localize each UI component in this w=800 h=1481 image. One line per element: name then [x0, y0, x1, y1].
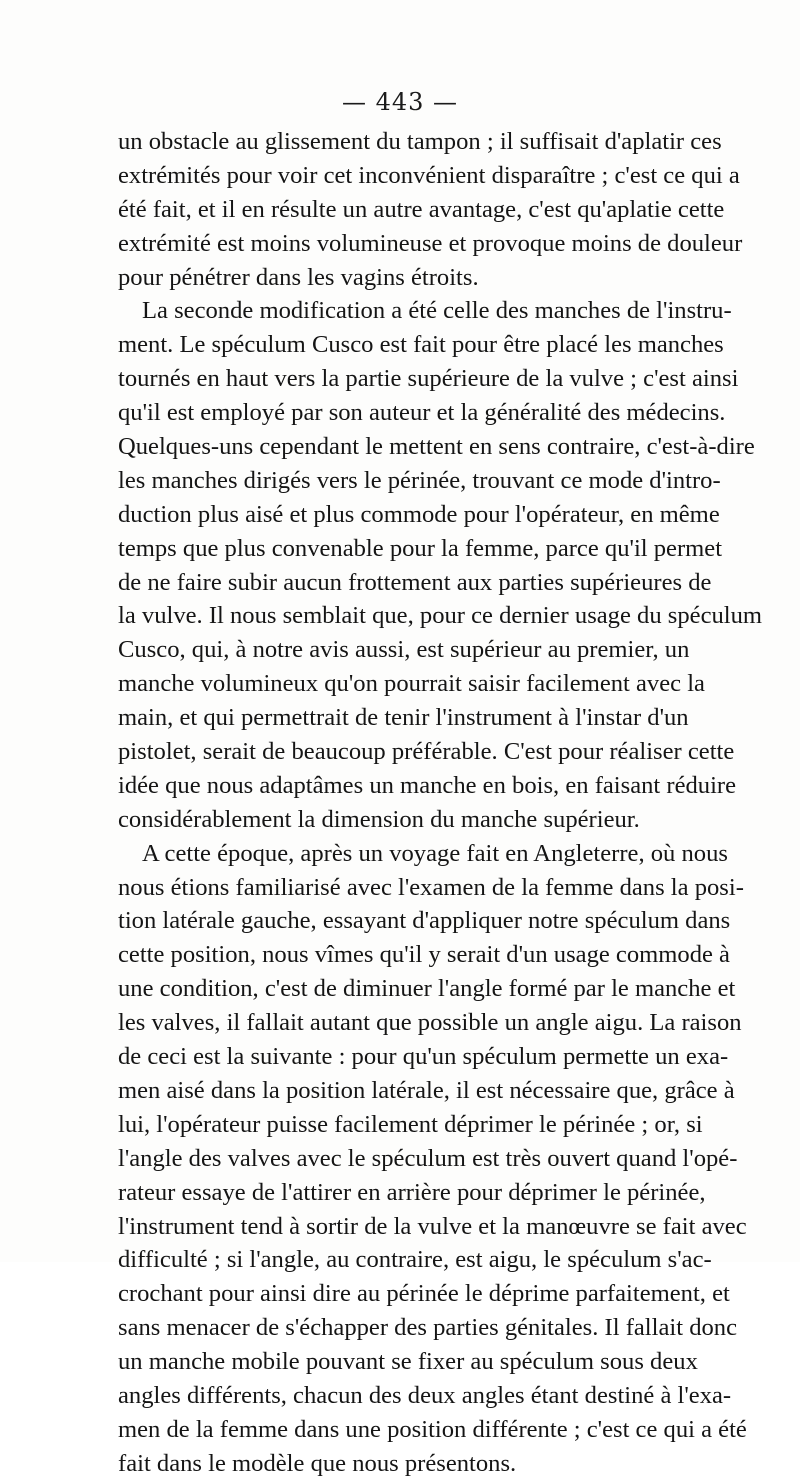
text-line: fait dans le modèle que nous présentons. [118, 1449, 517, 1477]
text-line: main, et qui permettrait de tenir l'instrument à l'instar d'un [118, 704, 689, 732]
text-line: la vulve. Il nous semblait que, pour ce dernier usage du spéculum [118, 602, 763, 630]
paragraph [118, 294, 763, 836]
text-line: qu'il est employé par son auteur et la généralité des médecins. [118, 399, 726, 427]
text-line: extrémités pour voir cet inconvénient disparaître ; c'est ce qui a [118, 161, 740, 189]
page-number: — 443 — [341, 88, 459, 116]
text-line: difficulté ; si l'angle, au contraire, est aigu, le spéculum s'ac- [118, 1246, 712, 1274]
text-line: de ne faire subir aucun frottement aux parties supérieures de [118, 568, 712, 596]
text-line: men de la femme dans une position différente ; c'est ce qui a été [118, 1415, 747, 1443]
body-text [118, 125, 763, 1481]
text-line: l'angle des valves avec le spéculum est très ouvert quand l'opé- [118, 1144, 738, 1172]
text-line: sans menacer de s'échapper des parties génitales. Il fallait donc [118, 1314, 738, 1342]
text-line: un obstacle au glissement du tampon ; il suffisait d'aplatir ces [118, 128, 722, 155]
text-line: les manches dirigés vers le périnée, trouvant ce mode d'intro- [118, 466, 721, 494]
text-line: rateur essaye de l'attirer en arrière pour déprimer le périnée, [118, 1178, 706, 1206]
text-line: A cette époque, après un voyage fait en Angleterre, où nous [142, 839, 728, 867]
text-line: lui, l'opérateur puisse facilement déprimer le périnée ; or, si [118, 1110, 703, 1138]
text-line: de ceci est la suivante : pour qu'un spéculum permette un exa- [118, 1043, 729, 1071]
text-line: idée que nous adaptâmes un manche en bois, en faisant réduire [118, 771, 737, 799]
text-line: nous étions familiarisé avec l'examen de la femme dans la posi- [118, 873, 744, 901]
text-line: crochant pour ainsi dire au périnée le déprime parfaitement, et [118, 1280, 730, 1308]
text-line: La seconde modification a été celle des manches de l'instru- [142, 297, 732, 325]
text-line: Quelques-uns cependant le mettent en sens contraire, c'est-à-dire [118, 433, 755, 461]
text-line: extrémité est moins volumineuse et provoque moins de douleur [118, 229, 743, 257]
text-line: les valves, il fallait autant que possible un angle aigu. La raison [118, 1009, 742, 1037]
text-line: tion latérale gauche, essayant d'appliquer notre spéculum dans [118, 907, 731, 935]
text-line: considérablement la dimension du manche supérieur. [118, 805, 640, 833]
text-line: men aisé dans la position latérale, il est nécessaire que, grâce à [118, 1076, 735, 1104]
text-line: ment. Le spéculum Cusco est fait pour être placé les manches [118, 331, 724, 359]
text-line: duction plus aisé et plus commode pour l'opérateur, en même [118, 500, 720, 528]
text-line: un manche mobile pouvant se fixer au spéculum sous deux [118, 1348, 698, 1376]
paragraph [118, 837, 747, 1481]
paragraph [118, 125, 743, 294]
text-line: angles différents, chacun des deux angles étant destiné à l'exa- [118, 1381, 732, 1409]
text-line: pistolet, serait de beaucoup préférable. C'est pour réaliser cette [118, 738, 735, 766]
text-line: manche volumineux qu'on pourrait saisir facilement avec la [118, 670, 705, 698]
text-line: Cusco, qui, à notre avis aussi, est supérieur au premier, un [118, 636, 690, 664]
text-line: temps que plus convenable pour la femme, parce qu'il permet [118, 534, 723, 562]
text-line: une condition, c'est de diminuer l'angle formé par le manche et [118, 975, 736, 1003]
text-line: pour pénétrer dans les vagins étroits. [118, 263, 479, 291]
text-line: l'instrument tend à sortir de la vulve et la manœuvre se fait avec [118, 1212, 747, 1240]
text-line: cette position, nous vîmes qu'il y serait d'un usage commode à [118, 941, 730, 969]
text-line: tournés en haut vers la partie supérieure de la vulve ; c'est ainsi [118, 365, 739, 393]
text-line: été fait, et il en résulte un autre avantage, c'est qu'aplatie cette [118, 195, 725, 223]
